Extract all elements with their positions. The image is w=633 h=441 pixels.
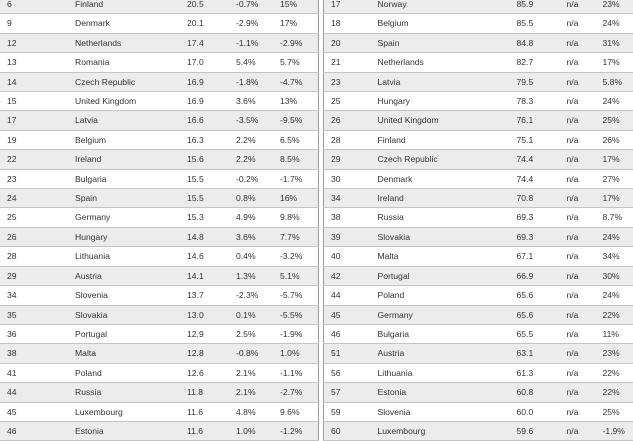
change-cell: n/a bbox=[567, 324, 603, 343]
change-cell: n/a bbox=[567, 383, 603, 402]
change-cell: 25% bbox=[603, 111, 633, 130]
change-cell: 31% bbox=[603, 33, 633, 52]
table-row bbox=[0, 402, 318, 421]
rank-cell: 20 bbox=[324, 33, 378, 52]
change-cell: n/a bbox=[567, 169, 603, 188]
country-cell: Poland bbox=[75, 363, 187, 382]
value-cell: 17.4 bbox=[187, 33, 236, 52]
table-row bbox=[0, 208, 318, 227]
country-cell: Latvia bbox=[378, 72, 517, 91]
table-row bbox=[0, 33, 318, 52]
rank-cell: 60 bbox=[324, 421, 378, 440]
table-row bbox=[324, 14, 633, 33]
change-cell: n/a bbox=[567, 53, 603, 72]
value-cell: 63.1 bbox=[517, 344, 567, 363]
value-cell: 20.5 bbox=[187, 0, 236, 14]
value-cell: 13.7 bbox=[187, 286, 236, 305]
country-cell: United Kingdom bbox=[378, 111, 517, 130]
rank-cell: 17 bbox=[0, 111, 75, 130]
change-cell: 17% bbox=[280, 14, 318, 33]
change-cell: n/a bbox=[567, 208, 603, 227]
rank-cell: 13 bbox=[0, 53, 75, 72]
value-cell: 74.4 bbox=[517, 169, 567, 188]
value-cell: 17.0 bbox=[187, 53, 236, 72]
rank-cell: 23 bbox=[324, 72, 378, 91]
country-cell: Lithuania bbox=[75, 247, 187, 266]
value-cell: 60.0 bbox=[517, 402, 567, 421]
change-cell: -4.7% bbox=[280, 72, 318, 91]
rank-cell: 23 bbox=[0, 169, 75, 188]
change-cell: n/a bbox=[567, 189, 603, 208]
country-cell: Luxembourg bbox=[75, 402, 187, 421]
rank-cell: 41 bbox=[0, 363, 75, 382]
value-cell: 79.5 bbox=[517, 72, 567, 91]
rank-cell: 45 bbox=[0, 402, 75, 421]
table-row bbox=[324, 189, 633, 208]
change-cell: n/a bbox=[567, 111, 603, 130]
value-cell: 12.8 bbox=[187, 344, 236, 363]
change-cell: 2.2% bbox=[236, 150, 280, 169]
change-cell: 4.8% bbox=[236, 402, 280, 421]
table-row bbox=[0, 344, 318, 363]
table-row bbox=[0, 150, 318, 169]
change-cell: 2.5% bbox=[236, 324, 280, 343]
change-cell: 0.8% bbox=[236, 189, 280, 208]
change-cell: 8.5% bbox=[280, 150, 318, 169]
country-cell: Estonia bbox=[75, 421, 187, 440]
country-cell: Hungary bbox=[378, 92, 517, 111]
change-cell: 26% bbox=[603, 130, 633, 149]
value-cell: 20.1 bbox=[187, 14, 236, 33]
country-cell: Belgium bbox=[75, 130, 187, 149]
change-cell: 3.6% bbox=[236, 92, 280, 111]
rank-cell: 56 bbox=[324, 363, 378, 382]
change-cell: n/a bbox=[567, 305, 603, 324]
value-cell: 16.6 bbox=[187, 111, 236, 130]
table-row bbox=[324, 111, 633, 130]
country-cell: Malta bbox=[378, 247, 517, 266]
change-cell: -1.2% bbox=[280, 421, 318, 440]
rank-cell: 28 bbox=[324, 130, 378, 149]
rank-cell: 38 bbox=[0, 344, 75, 363]
change-cell: 34% bbox=[603, 247, 633, 266]
change-cell: 25% bbox=[603, 402, 633, 421]
country-cell: Norway bbox=[378, 0, 517, 14]
change-cell: n/a bbox=[567, 72, 603, 91]
table-row bbox=[324, 286, 633, 305]
change-cell: 0.1% bbox=[236, 305, 280, 324]
table-row bbox=[0, 324, 318, 343]
change-cell: n/a bbox=[567, 344, 603, 363]
value-cell: 78.3 bbox=[517, 92, 567, 111]
country-cell: Spain bbox=[378, 33, 517, 52]
country-cell: Russia bbox=[378, 208, 517, 227]
rank-cell: 34 bbox=[324, 189, 378, 208]
country-cell: Slovakia bbox=[75, 305, 187, 324]
country-cell: Netherlands bbox=[75, 33, 187, 52]
change-cell: 2.1% bbox=[236, 363, 280, 382]
change-cell: n/a bbox=[567, 227, 603, 246]
change-cell: 17% bbox=[603, 150, 633, 169]
change-cell: n/a bbox=[567, 0, 603, 14]
table-row bbox=[324, 247, 633, 266]
table-row bbox=[324, 33, 633, 52]
change-cell: 5.1% bbox=[280, 266, 318, 285]
change-cell: 5.4% bbox=[236, 53, 280, 72]
rank-cell: 26 bbox=[0, 227, 75, 246]
table-row bbox=[324, 0, 633, 14]
country-cell: Germany bbox=[75, 208, 187, 227]
table-row bbox=[324, 324, 633, 343]
value-cell: 85.9 bbox=[517, 0, 567, 14]
change-cell: 3.6% bbox=[236, 227, 280, 246]
country-cell: Belgium bbox=[378, 14, 517, 33]
change-cell: 7.7% bbox=[280, 227, 318, 246]
value-cell: 12.6 bbox=[187, 363, 236, 382]
change-cell: 22% bbox=[603, 305, 633, 324]
rank-cell: 9 bbox=[0, 14, 75, 33]
change-cell: n/a bbox=[567, 402, 603, 421]
rank-cell: 40 bbox=[324, 247, 378, 266]
change-cell: 23% bbox=[603, 344, 633, 363]
value-cell: 11.6 bbox=[187, 421, 236, 440]
country-cell: Austria bbox=[75, 266, 187, 285]
value-cell: 14.8 bbox=[187, 227, 236, 246]
value-cell: 14.6 bbox=[187, 247, 236, 266]
change-cell: 22% bbox=[603, 363, 633, 382]
country-cell: United Kingdom bbox=[75, 92, 187, 111]
table-row bbox=[0, 72, 318, 91]
ranking-table-right bbox=[323, 0, 633, 441]
change-cell: 15% bbox=[280, 0, 318, 14]
rank-cell: 28 bbox=[0, 247, 75, 266]
table-row bbox=[0, 227, 318, 246]
change-cell: -3.5% bbox=[236, 111, 280, 130]
change-cell: 11% bbox=[603, 324, 633, 343]
country-cell: Luxembourg bbox=[378, 421, 517, 440]
country-cell: Ireland bbox=[378, 189, 517, 208]
change-cell: 30% bbox=[603, 266, 633, 285]
table-row bbox=[0, 14, 318, 33]
table-row bbox=[0, 189, 318, 208]
country-cell: Germany bbox=[378, 305, 517, 324]
change-cell: n/a bbox=[567, 286, 603, 305]
value-cell: 16.9 bbox=[187, 72, 236, 91]
change-cell: n/a bbox=[567, 421, 603, 440]
table-row bbox=[324, 305, 633, 324]
value-cell: 69.3 bbox=[517, 227, 567, 246]
change-cell: -1.7% bbox=[280, 169, 318, 188]
table-row bbox=[324, 421, 633, 440]
value-cell: 15.5 bbox=[187, 169, 236, 188]
value-cell: 65.6 bbox=[517, 305, 567, 324]
rank-cell: 34 bbox=[0, 286, 75, 305]
change-cell: 24% bbox=[603, 92, 633, 111]
value-cell: 11.6 bbox=[187, 402, 236, 421]
table-row bbox=[324, 363, 633, 382]
country-cell: Portugal bbox=[75, 324, 187, 343]
change-cell: n/a bbox=[567, 33, 603, 52]
table-row bbox=[0, 421, 318, 440]
table-row bbox=[0, 247, 318, 266]
country-cell: Austria bbox=[378, 344, 517, 363]
value-cell: 13.0 bbox=[187, 305, 236, 324]
country-cell: Denmark bbox=[75, 14, 187, 33]
table-row bbox=[0, 305, 318, 324]
value-cell: 15.5 bbox=[187, 189, 236, 208]
change-cell: -1.9% bbox=[603, 421, 633, 440]
change-cell: -0.7% bbox=[236, 0, 280, 14]
rank-cell: 19 bbox=[0, 130, 75, 149]
value-cell: 61.3 bbox=[517, 363, 567, 382]
change-cell: 2.1% bbox=[236, 383, 280, 402]
change-cell: -5.7% bbox=[280, 286, 318, 305]
change-cell: 24% bbox=[603, 227, 633, 246]
rank-cell: 22 bbox=[0, 150, 75, 169]
value-cell: 15.3 bbox=[187, 208, 236, 227]
table-row bbox=[324, 53, 633, 72]
change-cell: n/a bbox=[567, 266, 603, 285]
change-cell: 17% bbox=[603, 189, 633, 208]
rank-cell: 12 bbox=[0, 33, 75, 52]
change-cell: n/a bbox=[567, 14, 603, 33]
rank-cell: 21 bbox=[324, 53, 378, 72]
change-cell: -2.9% bbox=[236, 14, 280, 33]
table-row bbox=[0, 0, 318, 14]
change-cell: -1.8% bbox=[236, 72, 280, 91]
country-cell: Netherlands bbox=[378, 53, 517, 72]
change-cell: 1.0% bbox=[236, 421, 280, 440]
change-cell: -1.9% bbox=[280, 324, 318, 343]
change-cell: 2.2% bbox=[236, 130, 280, 149]
value-cell: 69.3 bbox=[517, 208, 567, 227]
change-cell: 16% bbox=[280, 189, 318, 208]
rank-cell: 35 bbox=[0, 305, 75, 324]
value-cell: 14.1 bbox=[187, 266, 236, 285]
country-cell: Poland bbox=[378, 286, 517, 305]
rank-cell: 42 bbox=[324, 266, 378, 285]
change-cell: -3.2% bbox=[280, 247, 318, 266]
country-cell: Finland bbox=[75, 0, 187, 14]
change-cell: -1.1% bbox=[280, 363, 318, 382]
change-cell: 9.6% bbox=[280, 402, 318, 421]
rank-cell: 39 bbox=[324, 227, 378, 246]
change-cell: -0.8% bbox=[236, 344, 280, 363]
table-row bbox=[324, 72, 633, 91]
change-cell: -5.5% bbox=[280, 305, 318, 324]
value-cell: 76.1 bbox=[517, 111, 567, 130]
table-row bbox=[0, 53, 318, 72]
value-cell: 15.6 bbox=[187, 150, 236, 169]
change-cell: 22% bbox=[603, 383, 633, 402]
table-row bbox=[324, 130, 633, 149]
change-cell: -9.5% bbox=[280, 111, 318, 130]
change-cell: n/a bbox=[567, 150, 603, 169]
country-cell: Malta bbox=[75, 344, 187, 363]
table-row bbox=[324, 227, 633, 246]
change-cell: 13% bbox=[280, 92, 318, 111]
value-cell: 16.3 bbox=[187, 130, 236, 149]
table-row bbox=[0, 169, 318, 188]
value-cell: 60.8 bbox=[517, 383, 567, 402]
rank-cell: 36 bbox=[0, 324, 75, 343]
country-cell: Portugal bbox=[378, 266, 517, 285]
change-cell: 9.8% bbox=[280, 208, 318, 227]
table-row bbox=[324, 150, 633, 169]
rank-cell: 57 bbox=[324, 383, 378, 402]
change-cell: 0.4% bbox=[236, 247, 280, 266]
country-cell: Ireland bbox=[75, 150, 187, 169]
value-cell: 70.8 bbox=[517, 189, 567, 208]
country-cell: Slovakia bbox=[378, 227, 517, 246]
table-row bbox=[324, 208, 633, 227]
change-cell: n/a bbox=[567, 363, 603, 382]
change-cell: -2.3% bbox=[236, 286, 280, 305]
rank-cell: 15 bbox=[0, 92, 75, 111]
value-cell: 75.1 bbox=[517, 130, 567, 149]
table-row bbox=[0, 266, 318, 285]
table-row bbox=[324, 402, 633, 421]
change-cell: 24% bbox=[603, 14, 633, 33]
country-cell: Czech Republic bbox=[378, 150, 517, 169]
country-cell: Czech Republic bbox=[75, 72, 187, 91]
country-cell: Slovenia bbox=[378, 402, 517, 421]
change-cell: -0.2% bbox=[236, 169, 280, 188]
change-cell: n/a bbox=[567, 130, 603, 149]
rank-cell: 44 bbox=[324, 286, 378, 305]
country-cell: Hungary bbox=[75, 227, 187, 246]
rank-cell: 24 bbox=[0, 189, 75, 208]
rank-cell: 26 bbox=[324, 111, 378, 130]
table-row bbox=[0, 92, 318, 111]
rank-cell: 38 bbox=[324, 208, 378, 227]
table-row bbox=[324, 169, 633, 188]
change-cell: 4.9% bbox=[236, 208, 280, 227]
rank-cell: 46 bbox=[0, 421, 75, 440]
change-cell: 6.5% bbox=[280, 130, 318, 149]
value-cell: 12.9 bbox=[187, 324, 236, 343]
rank-cell: 59 bbox=[324, 402, 378, 421]
table-row bbox=[324, 344, 633, 363]
change-cell: -2.7% bbox=[280, 383, 318, 402]
change-cell: 5.8% bbox=[603, 72, 633, 91]
country-cell: Russia bbox=[75, 383, 187, 402]
rank-cell: 18 bbox=[324, 14, 378, 33]
country-cell: Slovenia bbox=[75, 286, 187, 305]
value-cell: 16.9 bbox=[187, 92, 236, 111]
change-cell: 23% bbox=[603, 0, 633, 14]
table-row bbox=[324, 266, 633, 285]
change-cell: -2.9% bbox=[280, 33, 318, 52]
change-cell: 27% bbox=[603, 169, 633, 188]
change-cell: n/a bbox=[567, 247, 603, 266]
rank-cell: 25 bbox=[0, 208, 75, 227]
table-row bbox=[0, 111, 318, 130]
country-cell: Estonia bbox=[378, 383, 517, 402]
country-cell: Lithuania bbox=[378, 363, 517, 382]
value-cell: 82.7 bbox=[517, 53, 567, 72]
change-cell: 24% bbox=[603, 286, 633, 305]
rank-cell: 46 bbox=[324, 324, 378, 343]
country-cell: Bulgaria bbox=[378, 324, 517, 343]
table-row bbox=[0, 383, 318, 402]
table-row bbox=[324, 383, 633, 402]
change-cell: 8.7% bbox=[603, 208, 633, 227]
change-cell: 17% bbox=[603, 53, 633, 72]
change-cell: n/a bbox=[567, 92, 603, 111]
country-cell: Romania bbox=[75, 53, 187, 72]
country-cell: Denmark bbox=[378, 169, 517, 188]
change-cell: 1.0% bbox=[280, 344, 318, 363]
value-cell: 59.6 bbox=[517, 421, 567, 440]
value-cell: 11.8 bbox=[187, 383, 236, 402]
table-row bbox=[0, 286, 318, 305]
table-row bbox=[324, 92, 633, 111]
change-cell: -1.1% bbox=[236, 33, 280, 52]
value-cell: 74.4 bbox=[517, 150, 567, 169]
rank-cell: 17 bbox=[324, 0, 378, 14]
rank-cell: 51 bbox=[324, 344, 378, 363]
change-cell: 5.7% bbox=[280, 53, 318, 72]
value-cell: 65.5 bbox=[517, 324, 567, 343]
rank-cell: 44 bbox=[0, 383, 75, 402]
rank-cell: 29 bbox=[0, 266, 75, 285]
country-cell: Latvia bbox=[75, 111, 187, 130]
rank-cell: 25 bbox=[324, 92, 378, 111]
country-cell: Finland bbox=[378, 130, 517, 149]
rank-cell: 45 bbox=[324, 305, 378, 324]
table-row bbox=[0, 363, 318, 382]
rank-cell: 30 bbox=[324, 169, 378, 188]
country-cell: Bulgaria bbox=[75, 169, 187, 188]
value-cell: 85.5 bbox=[517, 14, 567, 33]
value-cell: 67.1 bbox=[517, 247, 567, 266]
change-cell: 1.3% bbox=[236, 266, 280, 285]
rank-cell: 29 bbox=[324, 150, 378, 169]
value-cell: 84.8 bbox=[517, 33, 567, 52]
country-cell: Spain bbox=[75, 189, 187, 208]
rank-cell: 6 bbox=[0, 0, 75, 14]
value-cell: 66.9 bbox=[517, 266, 567, 285]
table-row bbox=[0, 130, 318, 149]
rank-cell: 14 bbox=[0, 72, 75, 91]
value-cell: 65.6 bbox=[517, 286, 567, 305]
